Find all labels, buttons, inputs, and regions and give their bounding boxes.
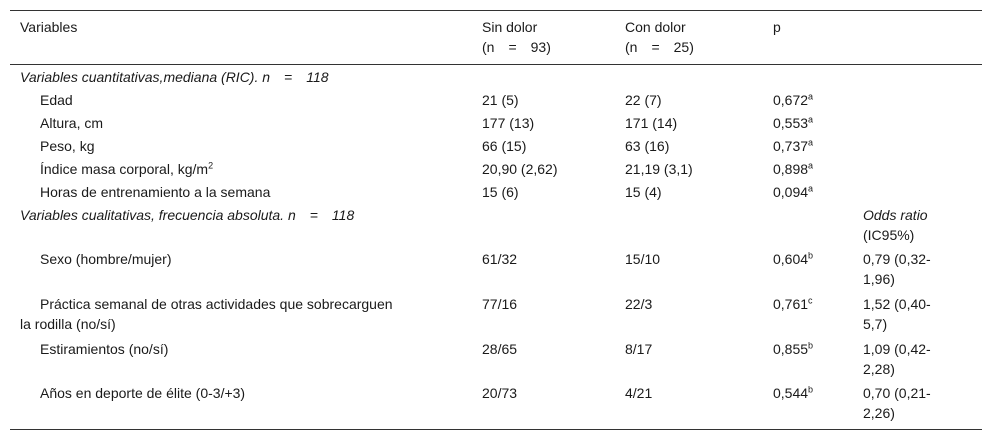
row-odds-ratio-cont: 5,7) (863, 316, 888, 332)
row-label-cont: la rodilla (no/sí) (20, 316, 116, 332)
bottom-rule (10, 429, 982, 430)
row-odds-ratio: 0,79 (0,32- (863, 251, 931, 267)
row-label: Altura, cm (40, 115, 104, 131)
row-p-value: 0,737$^a$ (773, 137, 814, 154)
section-title-cualitativas: Variables cualitativas, frecuencia absoluta. n = 118 (20, 207, 355, 223)
top-rule (10, 10, 982, 11)
row-con-dolor: 21,19 (3,1) (625, 161, 693, 177)
header-con-dolor-n: (n = 25) (625, 39, 694, 55)
row-con-dolor: 15/10 (625, 251, 661, 267)
row-odds-ratio-cont: 2,28) (863, 361, 895, 377)
row-odds-ratio: 0,70 (0,21- (863, 385, 931, 401)
row-sin-dolor: 21 (5) (482, 92, 519, 108)
row-sin-dolor: 28/65 (482, 341, 518, 357)
row-odds-ratio: 1,52 (0,40- (863, 296, 931, 312)
row-sin-dolor: 20/73 (482, 385, 518, 401)
row-con-dolor: 15 (4) (625, 184, 662, 200)
row-con-dolor: 63 (16) (625, 138, 670, 154)
row-p-value: 0,553$^a$ (773, 114, 814, 131)
row-sin-dolor: 61/32 (482, 251, 518, 267)
header-rule (10, 64, 982, 65)
row-label: Peso, kg (40, 138, 95, 154)
row-label: Años en deporte de élite (0-3/+3) (40, 385, 246, 401)
row-label: Práctica semanal de otras actividades que sobrecarguen (40, 296, 393, 312)
header-odds-ratio: Odds ratio (863, 207, 928, 223)
row-p-value: 0,544$^b$ (773, 384, 814, 401)
row-sin-dolor: 177 (13) (482, 115, 535, 131)
row-label: Horas de entrenamiento a la semana (40, 184, 271, 200)
row-con-dolor: 171 (14) (625, 115, 678, 131)
header-con-dolor: Con dolor (625, 19, 686, 35)
row-odds-ratio-cont: 1,96) (863, 271, 895, 287)
row-p-value: 0,855$^b$ (773, 340, 814, 357)
row-label: Edad (40, 92, 73, 108)
row-label: Estiramientos (no/sí) (40, 341, 169, 357)
row-p-value: 0,672$^a$ (773, 91, 814, 108)
row-odds-ratio: 1,09 (0,42- (863, 341, 931, 357)
row-label: Sexo (hombre/mujer) (40, 251, 172, 267)
row-sin-dolor: 66 (15) (482, 138, 527, 154)
header-sin-dolor-n: (n = 93) (482, 39, 551, 55)
row-p-value: 0,604$^b$ (773, 250, 814, 267)
row-sin-dolor: 20,90 (2,62) (482, 161, 558, 177)
header-variables: Variables (20, 19, 78, 35)
row-sin-dolor: 77/16 (482, 296, 518, 312)
row-sin-dolor: 15 (6) (482, 184, 519, 200)
row-p-value: 0,761$^c$ (773, 295, 813, 312)
row-label: Índice masa corporal, $kg/m^2$ (40, 160, 214, 177)
section-title-cuantitativas: Variables cuantitativas,mediana (RIC). n = 118 (20, 69, 329, 85)
header-odds-ratio-ci: (IC95%) (863, 227, 915, 243)
row-odds-ratio-cont: 2,26) (863, 405, 895, 421)
header-p: p (773, 19, 781, 35)
row-con-dolor: 22 (7) (625, 92, 662, 108)
row-con-dolor: 22/3 (625, 296, 653, 312)
row-con-dolor: 8/17 (625, 341, 653, 357)
row-p-value: 0,094$^a$ (773, 183, 814, 200)
row-p-value: 0,898$^a$ (773, 160, 814, 177)
header-sin-dolor: Sin dolor (482, 19, 538, 35)
row-con-dolor: 4/21 (625, 385, 653, 401)
